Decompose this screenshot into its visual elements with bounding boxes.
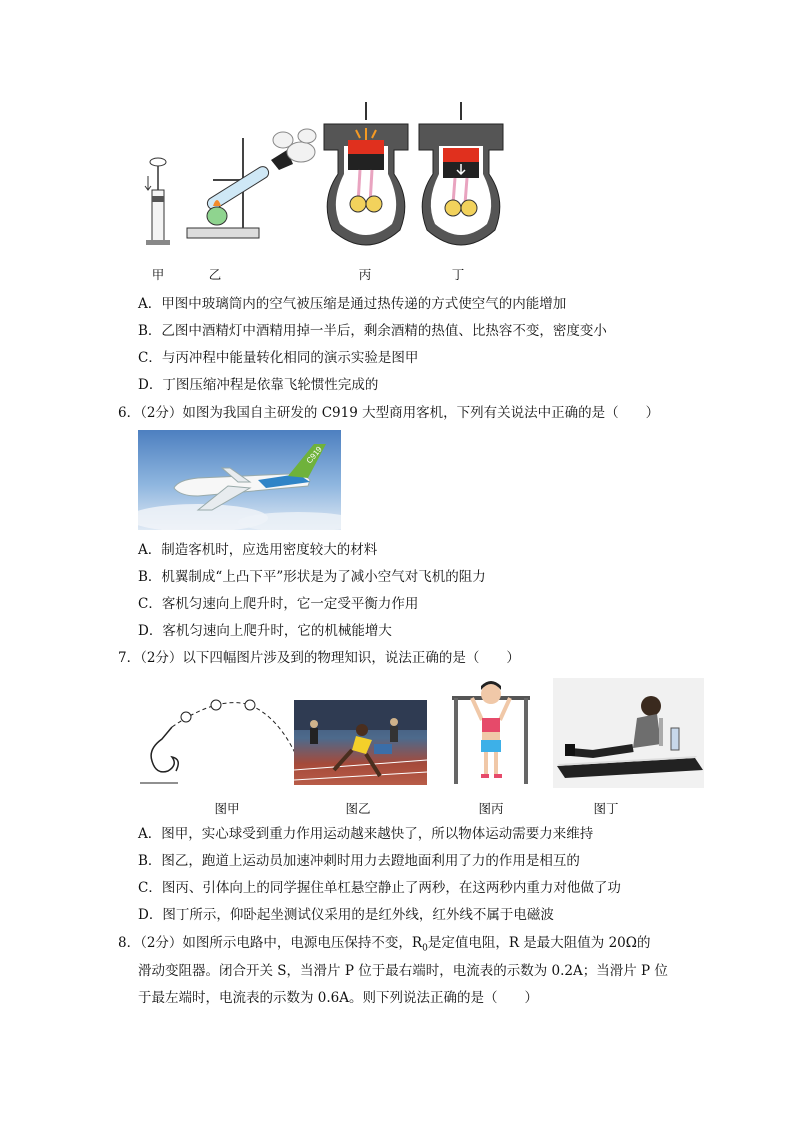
q8-line1-part-b: 是定值电阻，R 是最大阻值为 20Ω的 (427, 935, 651, 951)
q7-option-b: B．图乙，跑道上运动员加速冲刺时用力去蹬地面利用了力的作用是相互的 (138, 853, 580, 869)
sprinter-photo (294, 700, 427, 785)
q7-caption-yi: 图乙 (345, 801, 371, 816)
fig-label-bing: 丙 (358, 267, 372, 282)
q8-r0-subscript: 0 (422, 943, 428, 954)
sit-up-tester-photo (553, 678, 704, 788)
q6-option-c: C．客机匀速向上爬升时，它一定受平衡力作用 (138, 596, 419, 612)
c919-tail-mark: C919 (304, 444, 324, 466)
c919-plane-photo (138, 430, 341, 530)
q6-option-d: D．客机匀速向上爬升时，它的机械能增大 (138, 623, 392, 639)
fig-label-jia: 甲 (151, 267, 165, 282)
q7-option-a: A．图甲，实心球受到重力作用运动越来越快了，所以物体运动需要力来维持 (138, 826, 594, 842)
fig-yi-test-tube-heating (183, 120, 323, 250)
q8-line1-part-a: 8．（2分）如图所示电路中，电源电压保持不变，R (118, 935, 423, 951)
q7-caption-jia: 图甲 (214, 801, 240, 816)
q7-option-c: C．图丙、引体向上的同学握住单杠悬空静止了两秒，在这两秒内重力对他做了功 (138, 880, 621, 896)
fig-label-yi: 乙 (208, 267, 222, 282)
q8-stem-line3: 于最左端时，电流表的示数为 0.6A。则下列说法正确的是（ ） (138, 990, 539, 1006)
q5-option-d: D．丁图压缩冲程是依靠飞轮惯性完成的 (138, 377, 379, 393)
q7-caption-bing: 图丙 (478, 801, 504, 816)
q5-option-b: B．乙图中酒精灯中酒精用掉一半后，剩余酒精的热值、比热容不变，密度变小 (138, 323, 607, 339)
fig-shot-put-trajectory (138, 695, 308, 787)
q7-stem: 7．（2分）以下四幅图片涉及到的物理知识，说法正确的是（ ） (118, 650, 520, 666)
fig-bing-engine-stroke (320, 100, 412, 254)
q7-option-d: D．图丁所示，仰卧起坐测试仪采用的是红外线，红外线不属于电磁波 (138, 907, 554, 923)
q7-caption-ding: 图丁 (593, 801, 619, 816)
q6-option-b: B．机翼制成“上凸下平”形状是为了减小空气对飞机的阻力 (138, 569, 486, 585)
q5-option-c: C．与丙冲程中能量转化相同的演示实验是图甲 (138, 350, 419, 366)
fig-label-ding: 丁 (451, 267, 465, 282)
q8-stem-line1 (118, 933, 650, 959)
q5-option-a: A．甲图中玻璃筒内的空气被压缩是通过热传递的方式使空气的内能增加 (138, 296, 567, 312)
q6-stem: 6．（2分）如图为我国自主研发的 C919 大型商用客机，下列有关说法中正确的是（ ） (118, 405, 660, 421)
fig-jia-air-compression (138, 150, 178, 250)
fig-ding-engine-stroke (415, 100, 507, 254)
q6-option-a: A．制造客机时，应选用密度较大的材料 (138, 542, 378, 558)
fig-pull-up-girl (448, 678, 534, 786)
q8-stem-line2: 滑动变阻器。闭合开关 S，当滑片 P 位于最右端时，电流表的示数为 0.2A；当滑片 P 位 (138, 963, 668, 979)
